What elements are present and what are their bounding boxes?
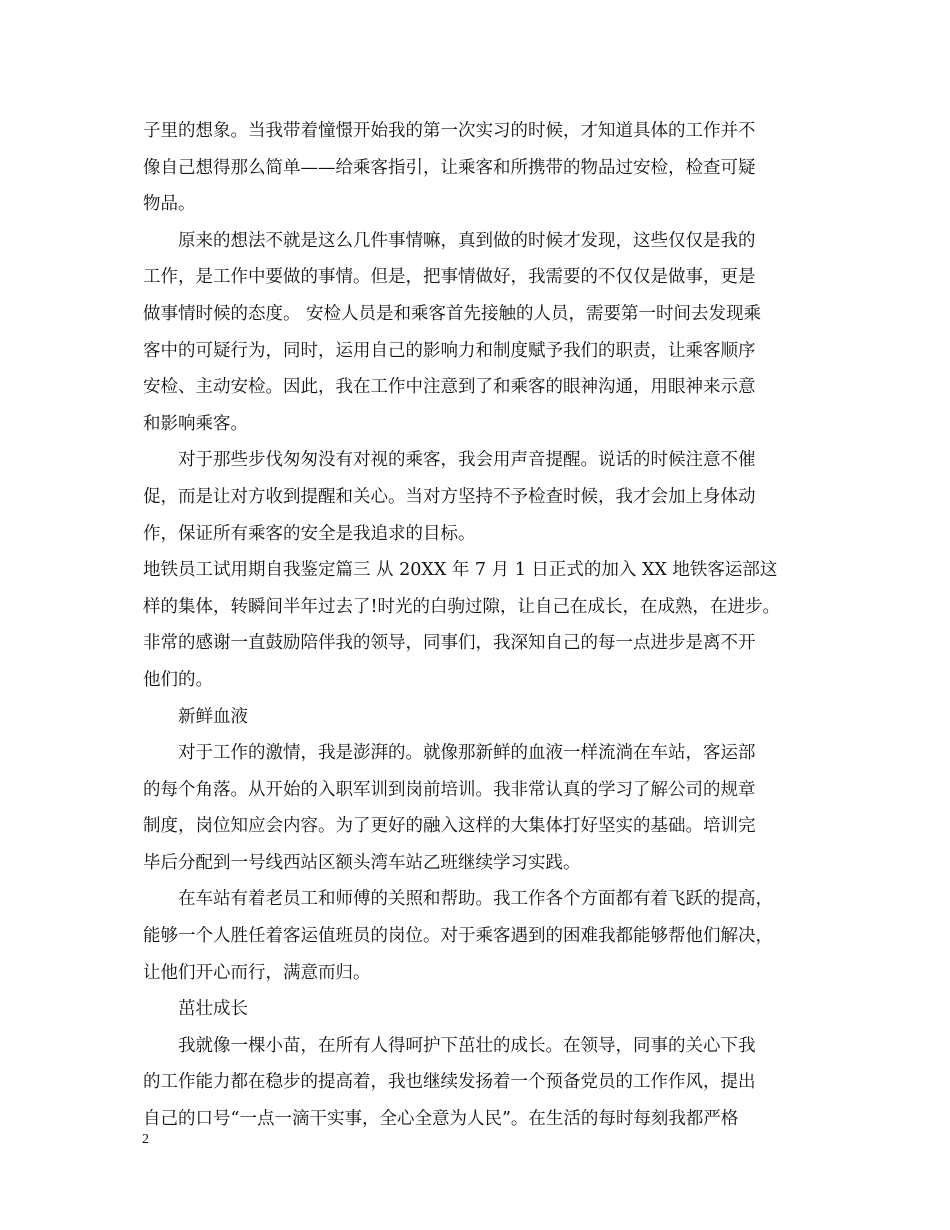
text-line: 工作，是工作中要做的事情。但是，把事情做好，我需要的不仅仅是做事，更是: [143, 267, 756, 288]
document-body: [143, 113, 833, 1138]
text-line: 促，而是让对方收到提醒和关心。当对方坚持不予检查时候，我才会加上身体动: [143, 486, 756, 507]
paragraph-start-line: 原来的想法不就是这么几件事情嘛，真到做的时候才发现，这些仅仅是我的: [178, 230, 756, 251]
text-line: 客中的可疑行为，同时，运用自己的影响力和制度赋予我们的职责，让乘客顺序: [143, 340, 756, 361]
paragraph-start-line: 在车站有着老员工和师傅的关照和帮助。我工作各个方面都有着飞跃的提高，: [178, 889, 773, 910]
text-line: 的每个角落。从开始的入职军训到岗前培训。我非常认真的学习了解公司的规章: [143, 779, 756, 800]
text-line: 毕后分配到一号线西站区额头湾车站乙班继续学习实践。: [143, 852, 581, 873]
section-title-line: 地铁员工试用期自我鉴定篇三 从 20XX 年 7 月 1 日正式的加入 XX 地铁客运部这: [143, 560, 778, 581]
paragraph-start-line: 对于工作的激情，我是澎湃的。就像那新鲜的血液一样流淌在车站，客运部: [178, 743, 756, 764]
text-line: 能够一个人胜任着客运值班员的岗位。对于乘客遇到的困难我都能够帮他们解决，: [143, 926, 773, 947]
text-line: 子里的想象。当我带着憧憬开始我的第一次实习的时候，才知道具体的工作并不: [143, 121, 756, 141]
text-line: 物品。: [143, 194, 196, 215]
text-line: 和影响乘客。: [143, 413, 248, 434]
text-line: 制度，岗位知应会内容。为了更好的融入这样的大集体打好坚实的基础。培训完: [143, 816, 756, 837]
text-line: 让他们开心而行，满意而归。: [143, 962, 371, 983]
subheading-line: 茁壮成长: [178, 999, 248, 1020]
text-line: 自己的口号“一点一滴干实事，全心全意为人民”。在生活的每时每刻我都严格: [143, 1109, 739, 1130]
text-line: 做事情时候的态度。 安检人员是和乘客首先接触的人员，需要第一时间去发现乘: [143, 303, 762, 324]
page-number: 2: [142, 1132, 149, 1147]
text-line: 像自己想得那么简单——给乘客指引，让乘客和所携带的物品过安检，检查可疑: [143, 157, 756, 178]
paragraph-start-line: 我就像一棵小苗，在所有人得呵护下茁壮的成长。在领导，同事的关心下我: [178, 1035, 756, 1056]
text-line: 样的集体，转瞬间半年过去了!时光的白驹过隙，让自己在成长，在成熟，在进步。: [143, 596, 781, 617]
text-line: 安检、主动安检。因此，我在工作中注意到了和乘客的眼神沟通，用眼神来示意: [143, 377, 756, 398]
paragraph-start-line: 对于那些步伐匆匆没有对视的乘客，我会用声音提醒。说话的时候注意不催: [178, 450, 756, 471]
text-line: 他们的。: [143, 669, 213, 690]
text-line: 非常的感谢一直鼓励陪伴我的领导，同事们，我深知自己的每一点进步是离不开: [143, 633, 756, 654]
text-line: 的工作能力都在稳步的提高着，我也继续发扬着一个预备党员的工作作风，提出: [143, 1072, 756, 1093]
subheading-line: 新鲜血液: [178, 706, 248, 727]
text-line: 作，保证所有乘客的安全是我追求的目标。: [143, 523, 476, 544]
